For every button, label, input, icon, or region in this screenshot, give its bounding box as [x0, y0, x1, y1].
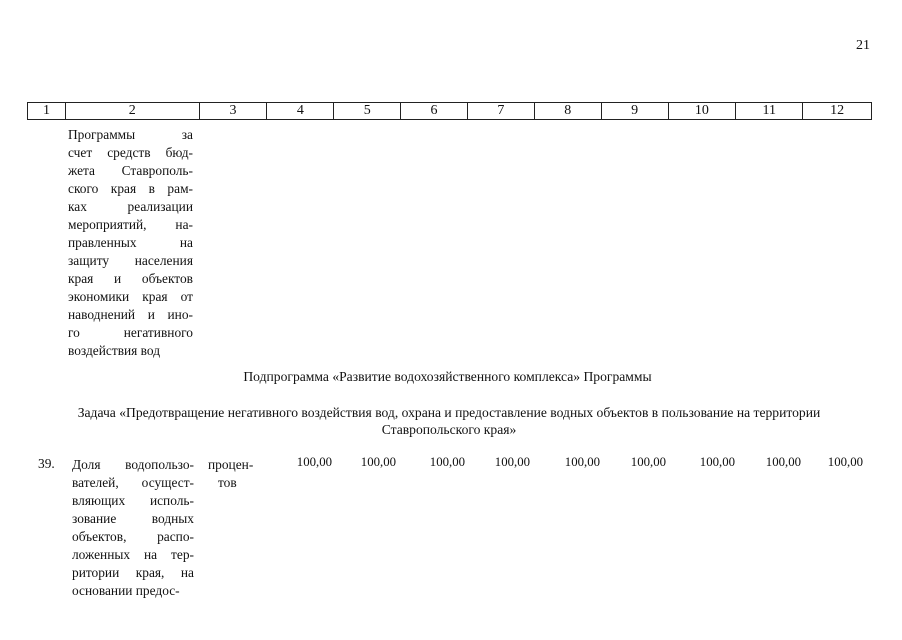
text-line: Программы за [68, 127, 193, 142]
text-line: воздействия вод [68, 343, 161, 358]
value-col-7: 100,00 [494, 455, 530, 469]
header-col-6: 6 [401, 103, 468, 119]
header-col-10: 10 [669, 103, 737, 119]
text-line: жета Ставрополь- [68, 163, 193, 178]
value-col-9: 100,00 [630, 455, 666, 469]
header-col-7: 7 [468, 103, 535, 119]
text-line: ского края в рам- [68, 181, 193, 196]
text-line: основании предос- [72, 583, 180, 598]
text-line: защиту населения [68, 253, 193, 268]
header-col-4: 4 [267, 103, 334, 119]
header-col-9: 9 [602, 103, 669, 119]
header-col-12: 12 [830, 103, 845, 118]
text-line: экономики края от [68, 289, 193, 304]
text-line: Доля водопользо- [72, 457, 194, 472]
unit-line: процен- [208, 457, 254, 472]
row-unit [208, 456, 260, 492]
header-col-2: 2 [66, 103, 200, 119]
table-header-row [27, 102, 872, 120]
value-col-8: 100,00 [564, 455, 600, 469]
text-line: счет средств бюд- [68, 145, 193, 160]
text-line: вляющих исполь- [72, 493, 194, 508]
task-title [30, 404, 868, 438]
header-col-8: 8 [535, 103, 602, 119]
text-line: объектов, распо- [72, 529, 194, 544]
value-col-4: 100,00 [296, 455, 332, 469]
text-line: ках реализации [68, 199, 193, 214]
text-line: вателей, осущест- [72, 475, 194, 490]
value-col-12: 100,00 [827, 455, 863, 469]
text-line: наводнений и ино- [68, 307, 193, 322]
text-line: мероприятий, на- [68, 217, 193, 232]
header-col-5: 5 [334, 103, 401, 119]
subprogram-title: Подпрограмма «Развитие водохозяйственного комплекса» Программы [243, 369, 652, 384]
text-line: ложенных на тер- [72, 547, 194, 562]
row-indicator-text [72, 456, 194, 600]
text-line: зование водных [72, 511, 194, 526]
value-col-6: 100,00 [429, 455, 465, 469]
value-col-11: 100,00 [765, 455, 801, 469]
header-col-11: 11 [736, 103, 803, 119]
row-number: 39. [38, 456, 55, 471]
text-line: края и объектов [68, 271, 193, 286]
text-line: правленных на [68, 235, 193, 250]
page-number: 21 [856, 38, 870, 53]
unit-line: тов [218, 475, 237, 490]
text-line: го негативного [68, 325, 193, 340]
value-col-10: 100,00 [699, 455, 735, 469]
task-title-line: Задача «Предотвращение негативного воздействия вод, охрана и предоставление водных объектов в пользование на территории [77, 405, 821, 420]
task-title-line: Ставропольского края» [381, 422, 517, 437]
header-col-1: 1 [28, 103, 66, 119]
text-line: ритории края, на [72, 565, 194, 580]
header-col-3: 3 [200, 103, 268, 119]
previous-row-indicator-text [68, 126, 193, 360]
value-col-5: 100,00 [360, 455, 396, 469]
